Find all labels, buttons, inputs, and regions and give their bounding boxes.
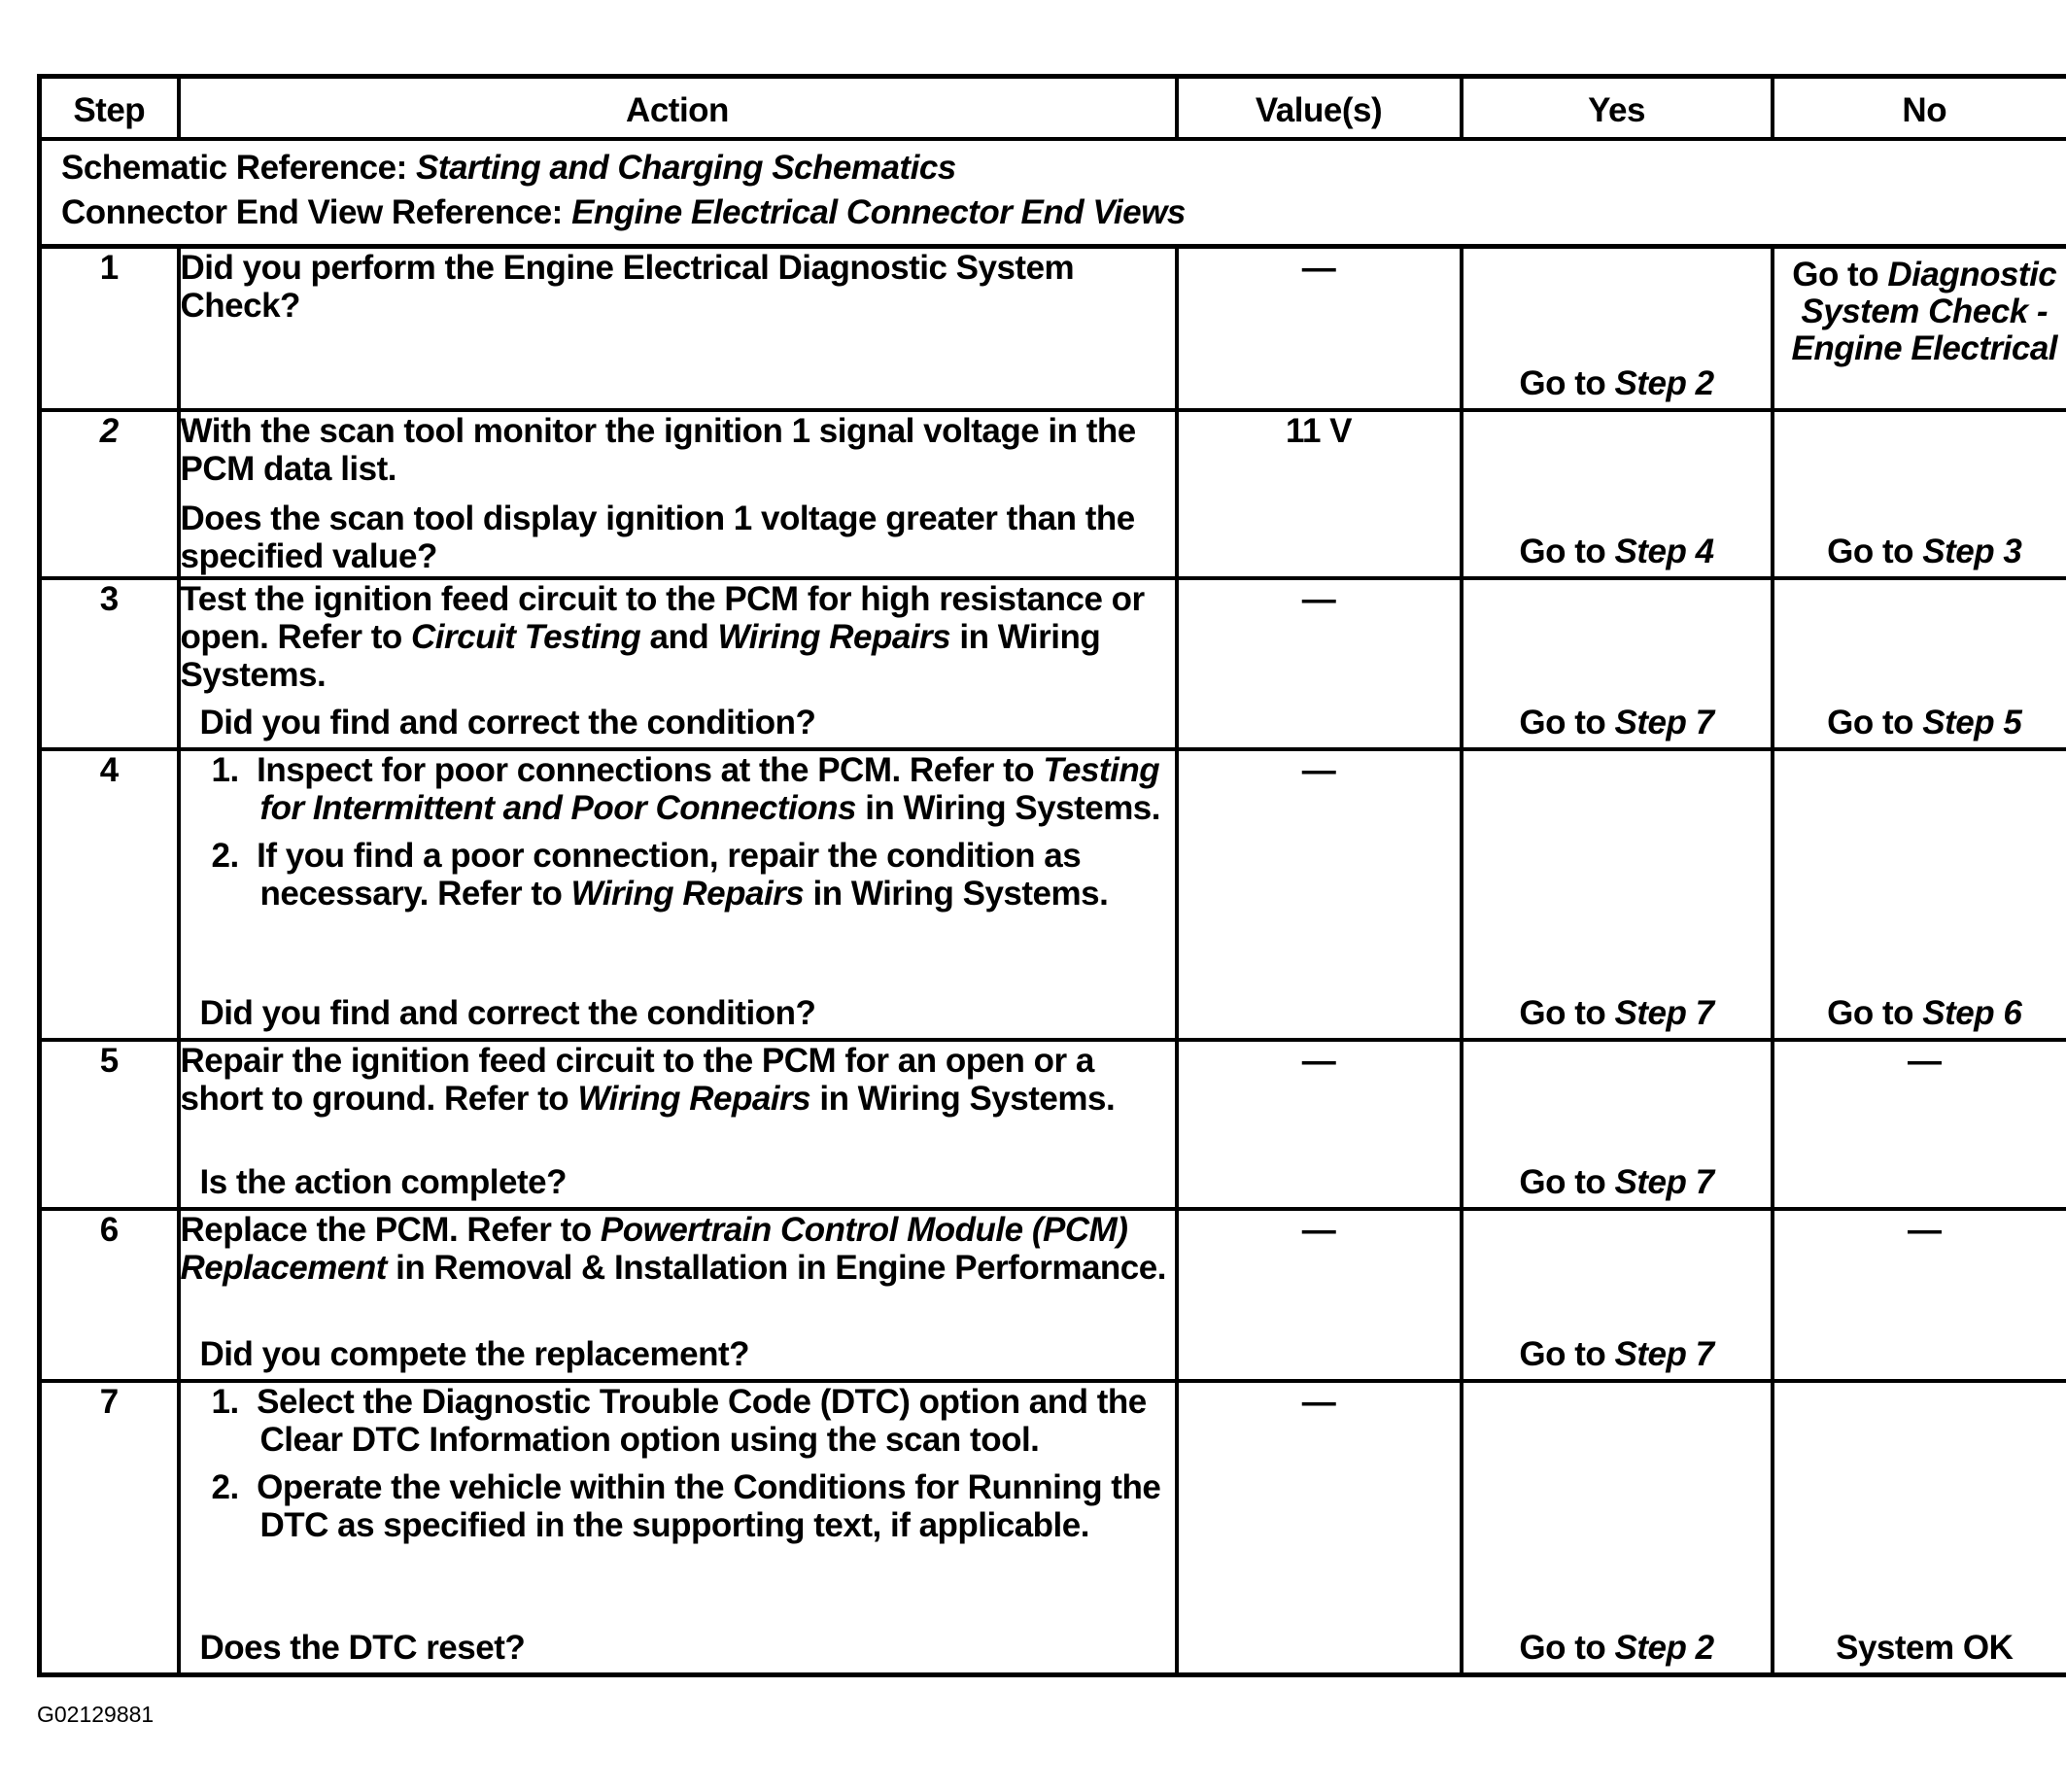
no-cell: — (1773, 1209, 2066, 1380)
yes-goto[interactable] (1463, 1629, 1771, 1667)
wiring-repairs-link[interactable]: Wiring Repairs (577, 1080, 811, 1119)
action-text (181, 1042, 1175, 1118)
action-question: Did you find and correct the condition? (199, 994, 816, 1033)
header-value-label: Value(s) (1255, 90, 1383, 129)
yes-cell (1462, 578, 1773, 749)
yes-goto[interactable] (1463, 364, 1771, 402)
step-link[interactable]: Step 7 (1614, 1163, 1714, 1202)
header-action (179, 77, 1177, 140)
wiring-repairs-link[interactable]: Wiring Repairs (717, 617, 951, 656)
step-number: 1 (40, 247, 179, 411)
no-cell (1773, 749, 2066, 1040)
action-text-part: in Removal & Installation in Engine Performance. (396, 1249, 1166, 1288)
action-text-part: Test the ignition feed circuit to the PCM for high resistance or open. Refer to (180, 579, 1145, 656)
list-item-number: 1. (211, 1382, 239, 1421)
table-row (40, 1381, 2066, 1675)
header-step (40, 77, 179, 140)
header-row (40, 77, 2066, 140)
action-text-part: in Wiring Systems. (180, 617, 1101, 694)
connector-reference (61, 193, 2066, 238)
goto-prefix: Go to (1519, 1163, 1606, 1202)
step-link[interactable]: Step 3 (1922, 532, 2022, 570)
step-link[interactable]: Step 4 (1614, 532, 1714, 570)
goto-prefix: Go to (1827, 994, 1914, 1033)
yes-goto[interactable] (1463, 994, 1771, 1032)
no-cell (1773, 578, 2066, 749)
no-goto[interactable] (1774, 704, 2066, 741)
list-item-number: 2. (211, 836, 239, 875)
action-text: With the scan tool monitor the ignition 1 signal voltage in the PCM data list. (180, 412, 1136, 489)
header-value (1177, 77, 1462, 140)
wiring-repairs-link[interactable]: Wiring Repairs (570, 874, 805, 913)
no-cell (1773, 1381, 2066, 1675)
step-number-text: 2 (99, 412, 119, 451)
step-number: 3 (40, 578, 179, 749)
action-question: Did you compete the replacement? (199, 1334, 750, 1373)
action-cell (179, 1040, 1177, 1209)
list-item (181, 1383, 1175, 1459)
value-cell: — (1177, 247, 1462, 411)
action-cell (179, 1381, 1177, 1675)
step-link[interactable]: Step 7 (1614, 1334, 1714, 1373)
schematic-reference (61, 149, 2066, 193)
yes-goto[interactable] (1463, 704, 1771, 741)
yes-cell (1462, 749, 1773, 1040)
action-question: Does the DTC reset? (199, 1629, 526, 1667)
action-cell (179, 247, 1177, 411)
goto-prefix: Go to (1519, 994, 1606, 1033)
value-cell: — (1177, 578, 1462, 749)
goto-prefix: Go to (1519, 1334, 1606, 1373)
value-cell: — (1177, 1209, 1462, 1380)
table-row (40, 749, 2066, 1040)
action-question: Is the action complete? (199, 1163, 567, 1202)
step-number (40, 410, 179, 577)
yes-cell (1462, 1209, 1773, 1380)
goto-prefix: Go to (1519, 703, 1606, 741)
action-cell (179, 410, 1177, 577)
header-yes-label: Yes (1588, 90, 1645, 129)
step-link[interactable]: Step 7 (1614, 703, 1714, 741)
action-text-part: and (649, 617, 709, 656)
no-goto[interactable] (1774, 994, 2066, 1032)
no-cell: — (1773, 1040, 2066, 1209)
intermittent-connections-link[interactable]: Testing for Intermittent and Poor Connections (259, 750, 1160, 827)
connector-reference-label: Connector End View Reference: (61, 193, 563, 232)
step-link[interactable]: Step 2 (1614, 364, 1714, 403)
header-action-label: Action (626, 90, 729, 129)
header-step-label: Step (73, 90, 146, 129)
step-link[interactable]: Step 6 (1922, 994, 2022, 1033)
table-row (40, 247, 2066, 411)
step-number: 6 (40, 1209, 179, 1380)
list-item-number: 2. (211, 1467, 239, 1506)
no-cell (1773, 410, 2066, 577)
no-cell (1773, 247, 2066, 411)
action-text-part: Operate the vehicle within the Conditions for Running the DTC as specified in the supporting text, if applicable. (257, 1467, 1161, 1544)
schematic-reference-link[interactable]: Starting and Charging Schematics (415, 149, 956, 188)
table-row (40, 1209, 2066, 1380)
value-cell: — (1177, 1381, 1462, 1675)
action-text-part: Inspect for poor connections at the PCM. Refer to (257, 750, 1035, 789)
diagnostic-system-check-link[interactable]: Diagnostic System Check - Engine Electrical (1791, 256, 2058, 368)
action-text-part: in Wiring Systems. (819, 1080, 1116, 1119)
action-text: Did you perform the Engine Electrical Diagnostic System Check? (180, 249, 1075, 326)
table-row (40, 410, 2066, 577)
system-ok-text: System OK (1836, 1629, 2014, 1667)
list-item (181, 751, 1175, 827)
yes-goto[interactable] (1463, 533, 1771, 570)
goto-prefix: Go to (1792, 256, 1879, 294)
yes-cell (1462, 1040, 1773, 1209)
value-cell: 11 V (1177, 410, 1462, 577)
list-item (181, 837, 1175, 913)
yes-cell (1462, 1381, 1773, 1675)
value-cell: — (1177, 1040, 1462, 1209)
action-text (181, 1211, 1175, 1287)
pcm-replacement-link[interactable]: Powertrain Control Module (PCM) Replacement (180, 1211, 1128, 1288)
goto-prefix: Go to (1519, 532, 1606, 570)
table-row (40, 578, 2066, 749)
yes-goto[interactable] (1463, 1335, 1771, 1373)
action-text-part: Replace the PCM. Refer to (180, 1211, 592, 1250)
circuit-testing-link[interactable]: Circuit Testing (411, 617, 641, 656)
action-text-part: Repair the ignition feed circuit to the PCM for an open or a short to ground. Refer to (180, 1042, 1094, 1119)
yes-goto[interactable] (1463, 1163, 1771, 1201)
yes-cell (1462, 247, 1773, 411)
action-text-part: in Wiring Systems. (812, 874, 1109, 913)
action-cell (179, 1209, 1177, 1380)
no-goto[interactable] (1774, 257, 2066, 367)
header-no-label: No (1902, 90, 1947, 129)
step-number: 7 (40, 1381, 179, 1675)
schematic-reference-label: Schematic Reference: (61, 149, 407, 188)
step-number: 5 (40, 1040, 179, 1209)
action-question: Did you find and correct the condition? (199, 703, 816, 741)
header-yes (1462, 77, 1773, 140)
goto-prefix: Go to (1519, 364, 1606, 403)
step-number: 4 (40, 749, 179, 1040)
figure-id: G02129881 (37, 1702, 155, 1727)
action-text-part: in Wiring Systems. (865, 788, 1160, 827)
no-goto[interactable] (1774, 533, 2066, 570)
value-cell: — (1177, 749, 1462, 1040)
action-cell (179, 578, 1177, 749)
list-item-number: 1. (211, 750, 239, 789)
header-no (1773, 77, 2066, 140)
reference-row (40, 139, 2066, 247)
action-question: Does the scan tool display ignition 1 voltage greater than the specified value? (180, 500, 1135, 576)
list-item (181, 1468, 1175, 1544)
step-link[interactable]: Step 7 (1614, 994, 1714, 1033)
yes-cell (1462, 410, 1773, 577)
connector-reference-link[interactable]: Engine Electrical Connector End Views (571, 193, 1186, 232)
reference-cell (40, 139, 2066, 247)
action-text-part: Select the Diagnostic Trouble Code (DTC) option and the Clear DTC Information option using the scan tool. (257, 1382, 1147, 1459)
table-row (40, 1040, 2066, 1209)
goto-prefix: Go to (1827, 532, 1914, 570)
step-link[interactable]: Step 2 (1614, 1629, 1714, 1667)
action-text-part: If you find a poor connection, repair the condition as necessary. Refer to (257, 836, 1082, 913)
goto-prefix: Go to (1827, 703, 1914, 741)
goto-prefix: Go to (1519, 1629, 1606, 1667)
step-link[interactable]: Step 5 (1922, 703, 2022, 741)
diagnostic-table (37, 74, 2066, 1677)
action-cell (179, 749, 1177, 1040)
action-text (181, 580, 1175, 694)
